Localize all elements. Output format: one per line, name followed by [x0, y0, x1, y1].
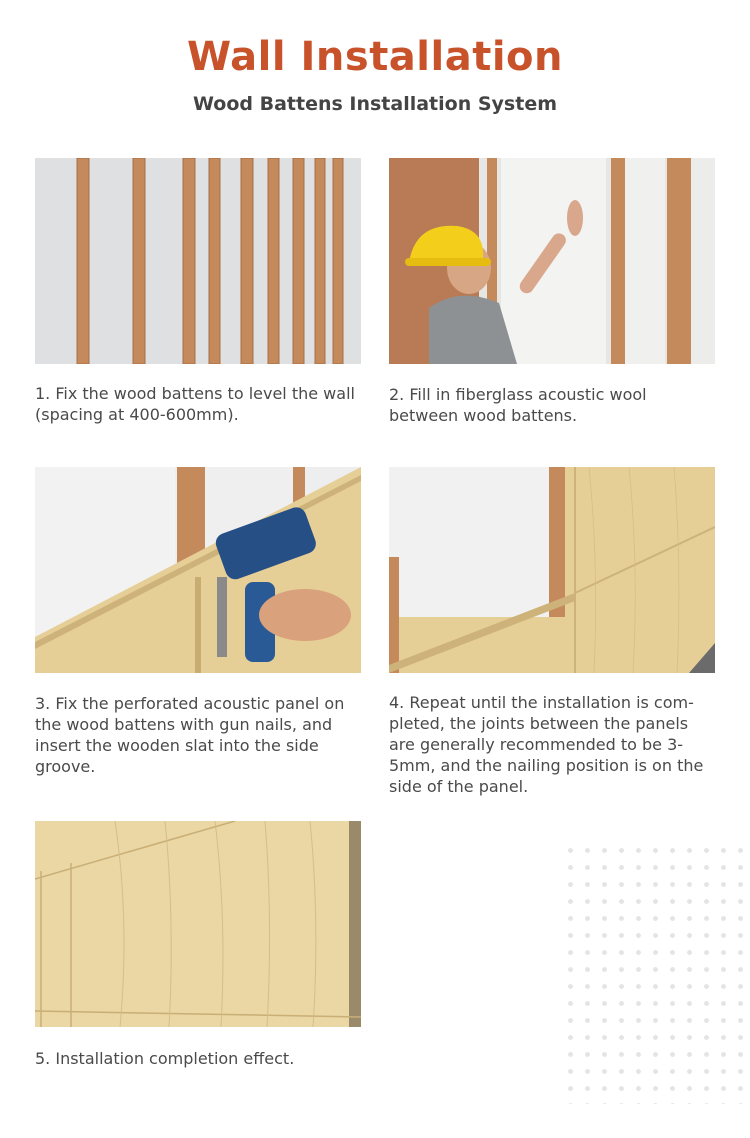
step-2-photo: [389, 158, 715, 364]
step-5-caption: 5. Installation completion effect.: [35, 1049, 295, 1068]
step-5-photo: [35, 821, 361, 1027]
completed-wall-image: [35, 821, 361, 1027]
page-title: Wall Installation: [186, 34, 564, 80]
step-2-caption: 2. Fill in fiberglass acoustic wool between wood battens.: [389, 385, 647, 425]
step-3-photo: [35, 467, 361, 673]
nail-gun-panel-image: [35, 467, 361, 673]
step-4-photo: [389, 467, 715, 673]
worker-filling-wool-image: [389, 158, 715, 364]
step-1-caption: 1. Fix the wood battens to level the wall (spacing at 400-600mm).: [35, 384, 355, 424]
decorative-dot-pattern: [562, 842, 750, 1104]
step-4-caption: 4. Repeat until the installation is com-pleted, the joints between the panels are generally recommended to be 3-5mm, and the nailing position is on the side of the panel.: [389, 693, 704, 796]
battens-on-wall-image: [35, 158, 361, 364]
step-1-photo: [35, 158, 361, 364]
step-3-caption: 3. Fix the perforated acoustic panel on the wood battens with gun nails, and insert the wooden slat into the side groove.: [35, 694, 345, 776]
page-subtitle: Wood Battens Installation System: [193, 93, 557, 115]
repeat-panels-image: [389, 467, 715, 673]
